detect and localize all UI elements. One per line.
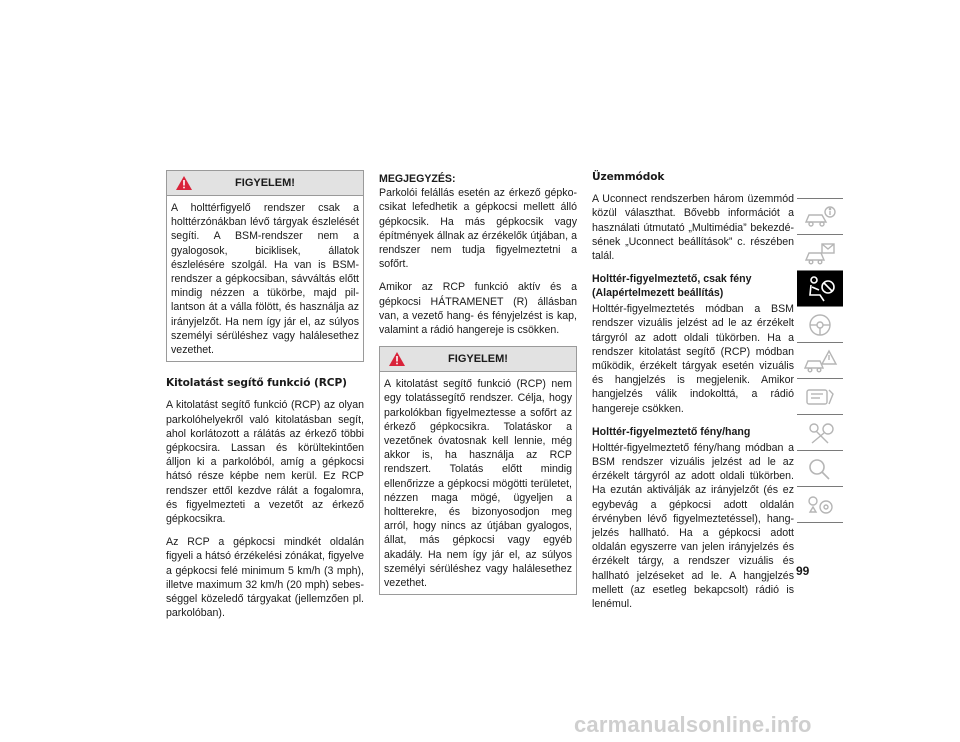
subheading: Holttér-figyelmeztető, csak fény (Alapértelmezett beállítás) <box>592 273 752 300</box>
tab-chapter-1[interactable] <box>797 198 843 235</box>
paragraph: A Uconnect rendszerben három üzemmód közül választhat. Bővebb információt a használati útmutató „Multimédia” bekezdésének „Uconnect beállítások” c. részében talál. <box>592 193 794 263</box>
paragraph: Amikor az RCP funkció aktív és a gépkocsi HÁTRAMENET (R) állásban van, a vezető hang- és fényjelzést is kap, valamint a rádió hangereje is csökken. <box>379 281 577 337</box>
warning-box <box>379 346 577 595</box>
warning-triangle-icon <box>175 175 193 191</box>
wrench-tools-icon <box>802 420 838 446</box>
warning-title: FIGYELEM! <box>448 353 508 366</box>
paragraph: Holttér-figyelmeztető fény/hang módban a BSM rendszer vizuális jelzést ad le az érzékelt tárgyról az adott oldali tükörben. Ha ezután aktiválják az irányjelzőt (és ez egybevág a gépkocsi adott oldalán érvényben lévő figyelmeztetéssel), hangjelzés hallható. Ha a gépkocsi adott oldalán egyszerre van jelen irányjelzés és érzékelt tárgy, a rendszer vizuális és hallható jelzéseket ad le. A hangjelzés mellett (az esetleg bekapcsolt) rádió is lenémul. <box>592 441 794 611</box>
multimedia-icon <box>802 492 838 518</box>
warning-triangle-icon <box>388 351 406 367</box>
warning-header <box>380 347 576 372</box>
warning-text: A holttérfigyelő rendszer csak a holttérzónákban lévő tárgyak észlelését segíti. A BSM-rendszer nem a gyalogosok, biciklisek, állatok észlelésére szolgál. Ha van is BSM-rendszer a gépkocsiban, sávváltás előtt mindig nézzen a tükörbe, majd pillantson át a válla fölött, és használja az irányjelzőt. Ha nem így jár el, az súlyos személyi sérüléshez vagy halálesethez vezethet. <box>171 202 359 357</box>
tab-chapter-4[interactable] <box>797 307 843 343</box>
car-service-icon <box>802 384 838 410</box>
chapter-tabs <box>797 198 843 523</box>
magnifier-icon <box>802 456 838 482</box>
warning-text: A kitolatást segítő funkció (RCP) nem egy tolatássegítő rendszer. Célja, hogy parkolókban figyelmeztesse a sofőrt az érkező gépkocsikra. Tolatáskor a vezetőnek óvatosnak kell lennie, még akkor is, ha használja az RCP rendszert. Tolatás előtt mindig ellenőrizze a gépkocsi mögötti területet, nézzen maga mögé, ügyeljen a holtterekre, és bizonyosodjon meg arról, hogy nincs az útjában gyalogos, állat, más gépkocsi vagy egyéb akadály. Ha nem így jár el, az súlyos személyi sérüléshez vagy halálesethez vezethet. <box>384 378 572 590</box>
column-left <box>166 170 364 629</box>
paragraph: Holttér-figyelmeztetés módban a BSM rendszer vizuális jelzést ad le az érzékelt tárgyról az adott oldali tükörben. Ha a rendszer kitolatást segítő (RCP) módban működik, érzékelt tárgyak esetén vizuális és hangjelzés is megjelenik. Amikor hangjelzés válik indokolttá, a rádió hangereje csökken. <box>592 303 794 415</box>
warning-header <box>167 171 363 196</box>
subheading: Holttér-figyelmeztető fény/hang <box>592 425 751 438</box>
tab-chapter-7[interactable] <box>797 415 843 451</box>
column-right <box>592 170 794 620</box>
column-middle <box>379 172 577 609</box>
car-info-icon <box>802 204 838 230</box>
tab-chapter-3-active[interactable] <box>797 271 843 307</box>
paragraph: A kitolatást segítő funkció (RCP) az olyan parkolóhelyekről való kitolatásban segít, ahol korlátozott a rálátás az érkező többi gépkocsira. Lassan és körültekintően álljon ki a parkolóból, amíg a gépkocsi hátsó része képbe nem kerül. Ez RCP rendszer ettől kezdve rálát a fogalomra, és figyelmezteti a vezetőt az érkező gépkocsikra. <box>166 399 364 526</box>
page-number: 99 <box>796 564 810 578</box>
tab-chapter-8[interactable] <box>797 451 843 487</box>
note-title: MEGJEGYZÉS: <box>379 173 456 185</box>
car-warning-icon <box>802 348 838 374</box>
seat-airbag-icon <box>802 275 838 303</box>
note-text: Parkolói felállás esetén az érkező gépkocsikat lefedhetik a gépkocsi mellett álló gépkocsik. Ha más gépkocsik vagy építmények állnak az érzékelők útjában, a rendszer nem tudja figyelmeztetni a sofőrt. <box>379 187 577 271</box>
paragraph: Az RCP a gépkocsi mindkét oldalán figyeli a hátsó érzékelési zónákat, figyelve a gépkocsi felé minimum 5 km/h (3 mph), illetve maximum 32 km/h (20 mph) sebességgel közeledő tárgyakat (jellemzően pl. parkolóban). <box>166 536 364 620</box>
tab-chapter-2[interactable] <box>797 235 843 271</box>
section-heading-rcp: Kitolatást segítő funkció (RCP) <box>166 377 347 390</box>
car-envelope-icon <box>802 240 838 266</box>
tab-chapter-5[interactable] <box>797 343 843 379</box>
steering-wheel-icon <box>802 312 838 338</box>
note <box>379 172 577 271</box>
warning-box <box>166 170 364 362</box>
section-heading-modes: Üzemmódok <box>592 171 665 183</box>
warning-title: FIGYELEM! <box>235 176 295 189</box>
watermark: carmanualsonline.info <box>574 712 812 737</box>
tab-chapter-6[interactable] <box>797 379 843 415</box>
tab-chapter-9[interactable] <box>797 487 843 523</box>
